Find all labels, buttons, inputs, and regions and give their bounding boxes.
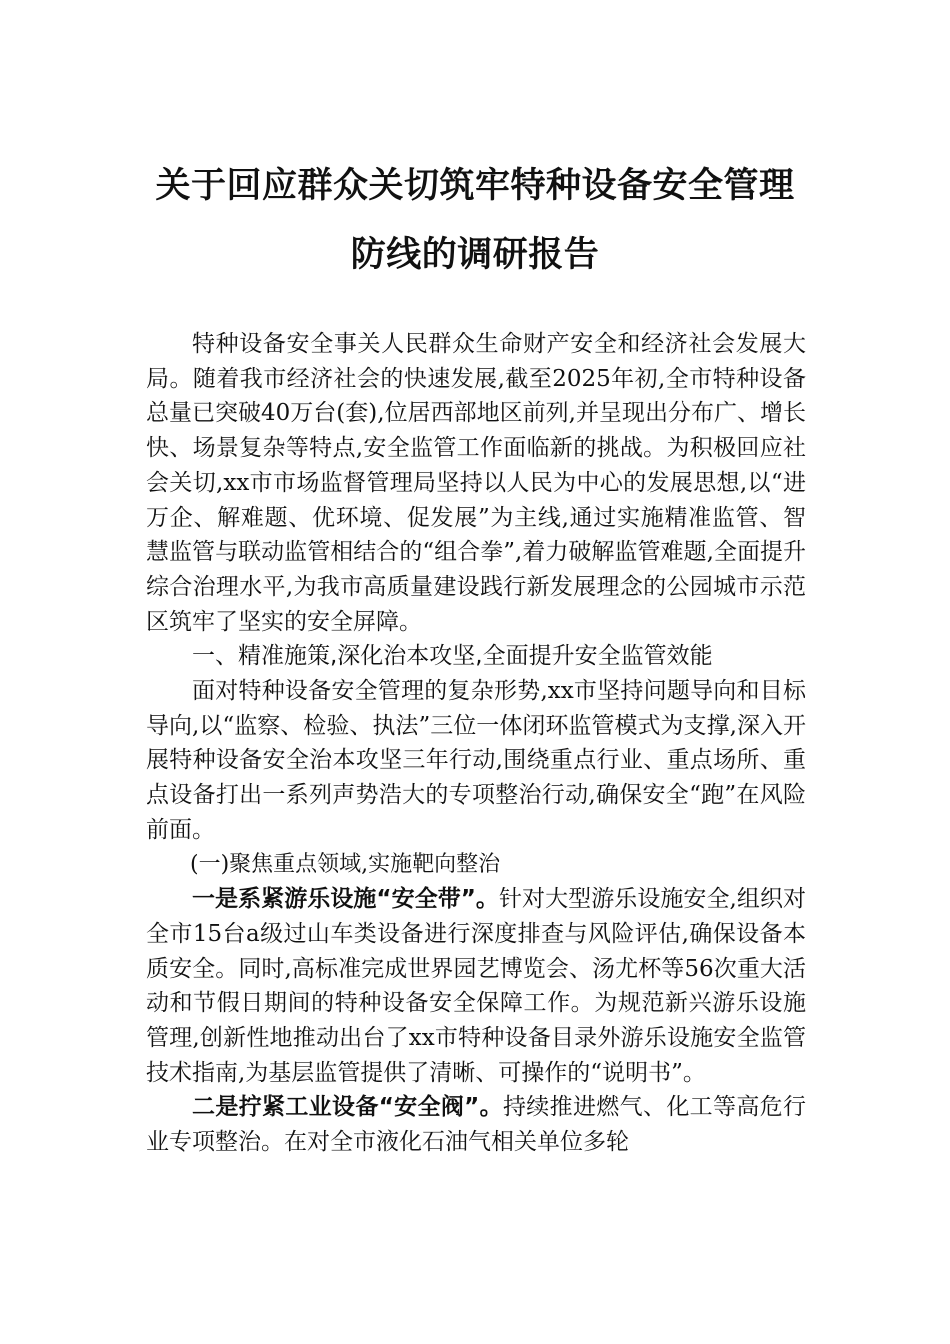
- item-2-body: 持续推进燃气、化工等高危行业专项整治。在对全市液化石油气相关单位多轮: [146, 1094, 806, 1156]
- document-body: [146, 327, 806, 1160]
- document-title-line-1: 关于回应群众关切筑牢特种设备安全管理: [155, 166, 795, 206]
- item-2-paragraph: [146, 1090, 806, 1159]
- item-1-lead: 一是系紧游乐设施“安全带”。: [192, 886, 499, 913]
- document-title-line-2: 防线的调研报告: [350, 235, 600, 275]
- section-heading-1: 一、精准施策,深化治本攻坚,全面提升安全监管效能: [192, 643, 713, 670]
- section-1-paragraph: 面对特种设备安全管理的复杂形势,xx市坚持问题导向和目标导向,以“监察、检验、执法”三位一体闭环监管模式为支撑,深入开展特种设备安全治本攻坚三年行动,围绕重点行业、重点场所、重点设备打出一系列声势浩大的专项整治行动,确保安全“跑”在风险前面。: [146, 678, 806, 843]
- intro-paragraph: 特种设备安全事关人民群众生命财产安全和经济社会发展大局。随着我市经济社会的快速发展,截至2025年初,全市特种设备总量已突破40万台(套),位居西部地区前列,并呈现出分布广、增长快、场景复杂等特点,安全监管工作面临新的挑战。为积极回应社会关切,xx市市场监督管理局坚持以人民为中心的发展思想,以“进万企、解难题、优环境、促发展”为主线,通过实施精准监管、智慧监管与联动监管相结合的“组合拳”,着力破解监管难题,全面提升综合治理水平,为我市高质量建设践行新发展理念的公园城市示范区筑牢了坚实的安全屏障。: [146, 331, 806, 635]
- subsection-heading-1: (一)聚焦重点领域,实施靶向整治: [190, 851, 501, 877]
- item-2-lead: 二是拧紧工业设备“安全阀”。: [192, 1094, 503, 1121]
- item-1-body: 针对大型游乐设施安全,组织对全市15台a级过山车类设备进行深度排查与风险评估,确保设备本质安全。同时,高标准完成世界园艺博览会、汤尤杯等56次重大活动和节假日期间的特种设备安全保障工作。为规范新兴游乐设施管理,创新性地推动出台了xx市特种设备目录外游乐设施安全监管技术指南,为基层监管提供了清晰、可操作的“说明书”。: [146, 886, 807, 1086]
- item-1-paragraph: [146, 882, 806, 1090]
